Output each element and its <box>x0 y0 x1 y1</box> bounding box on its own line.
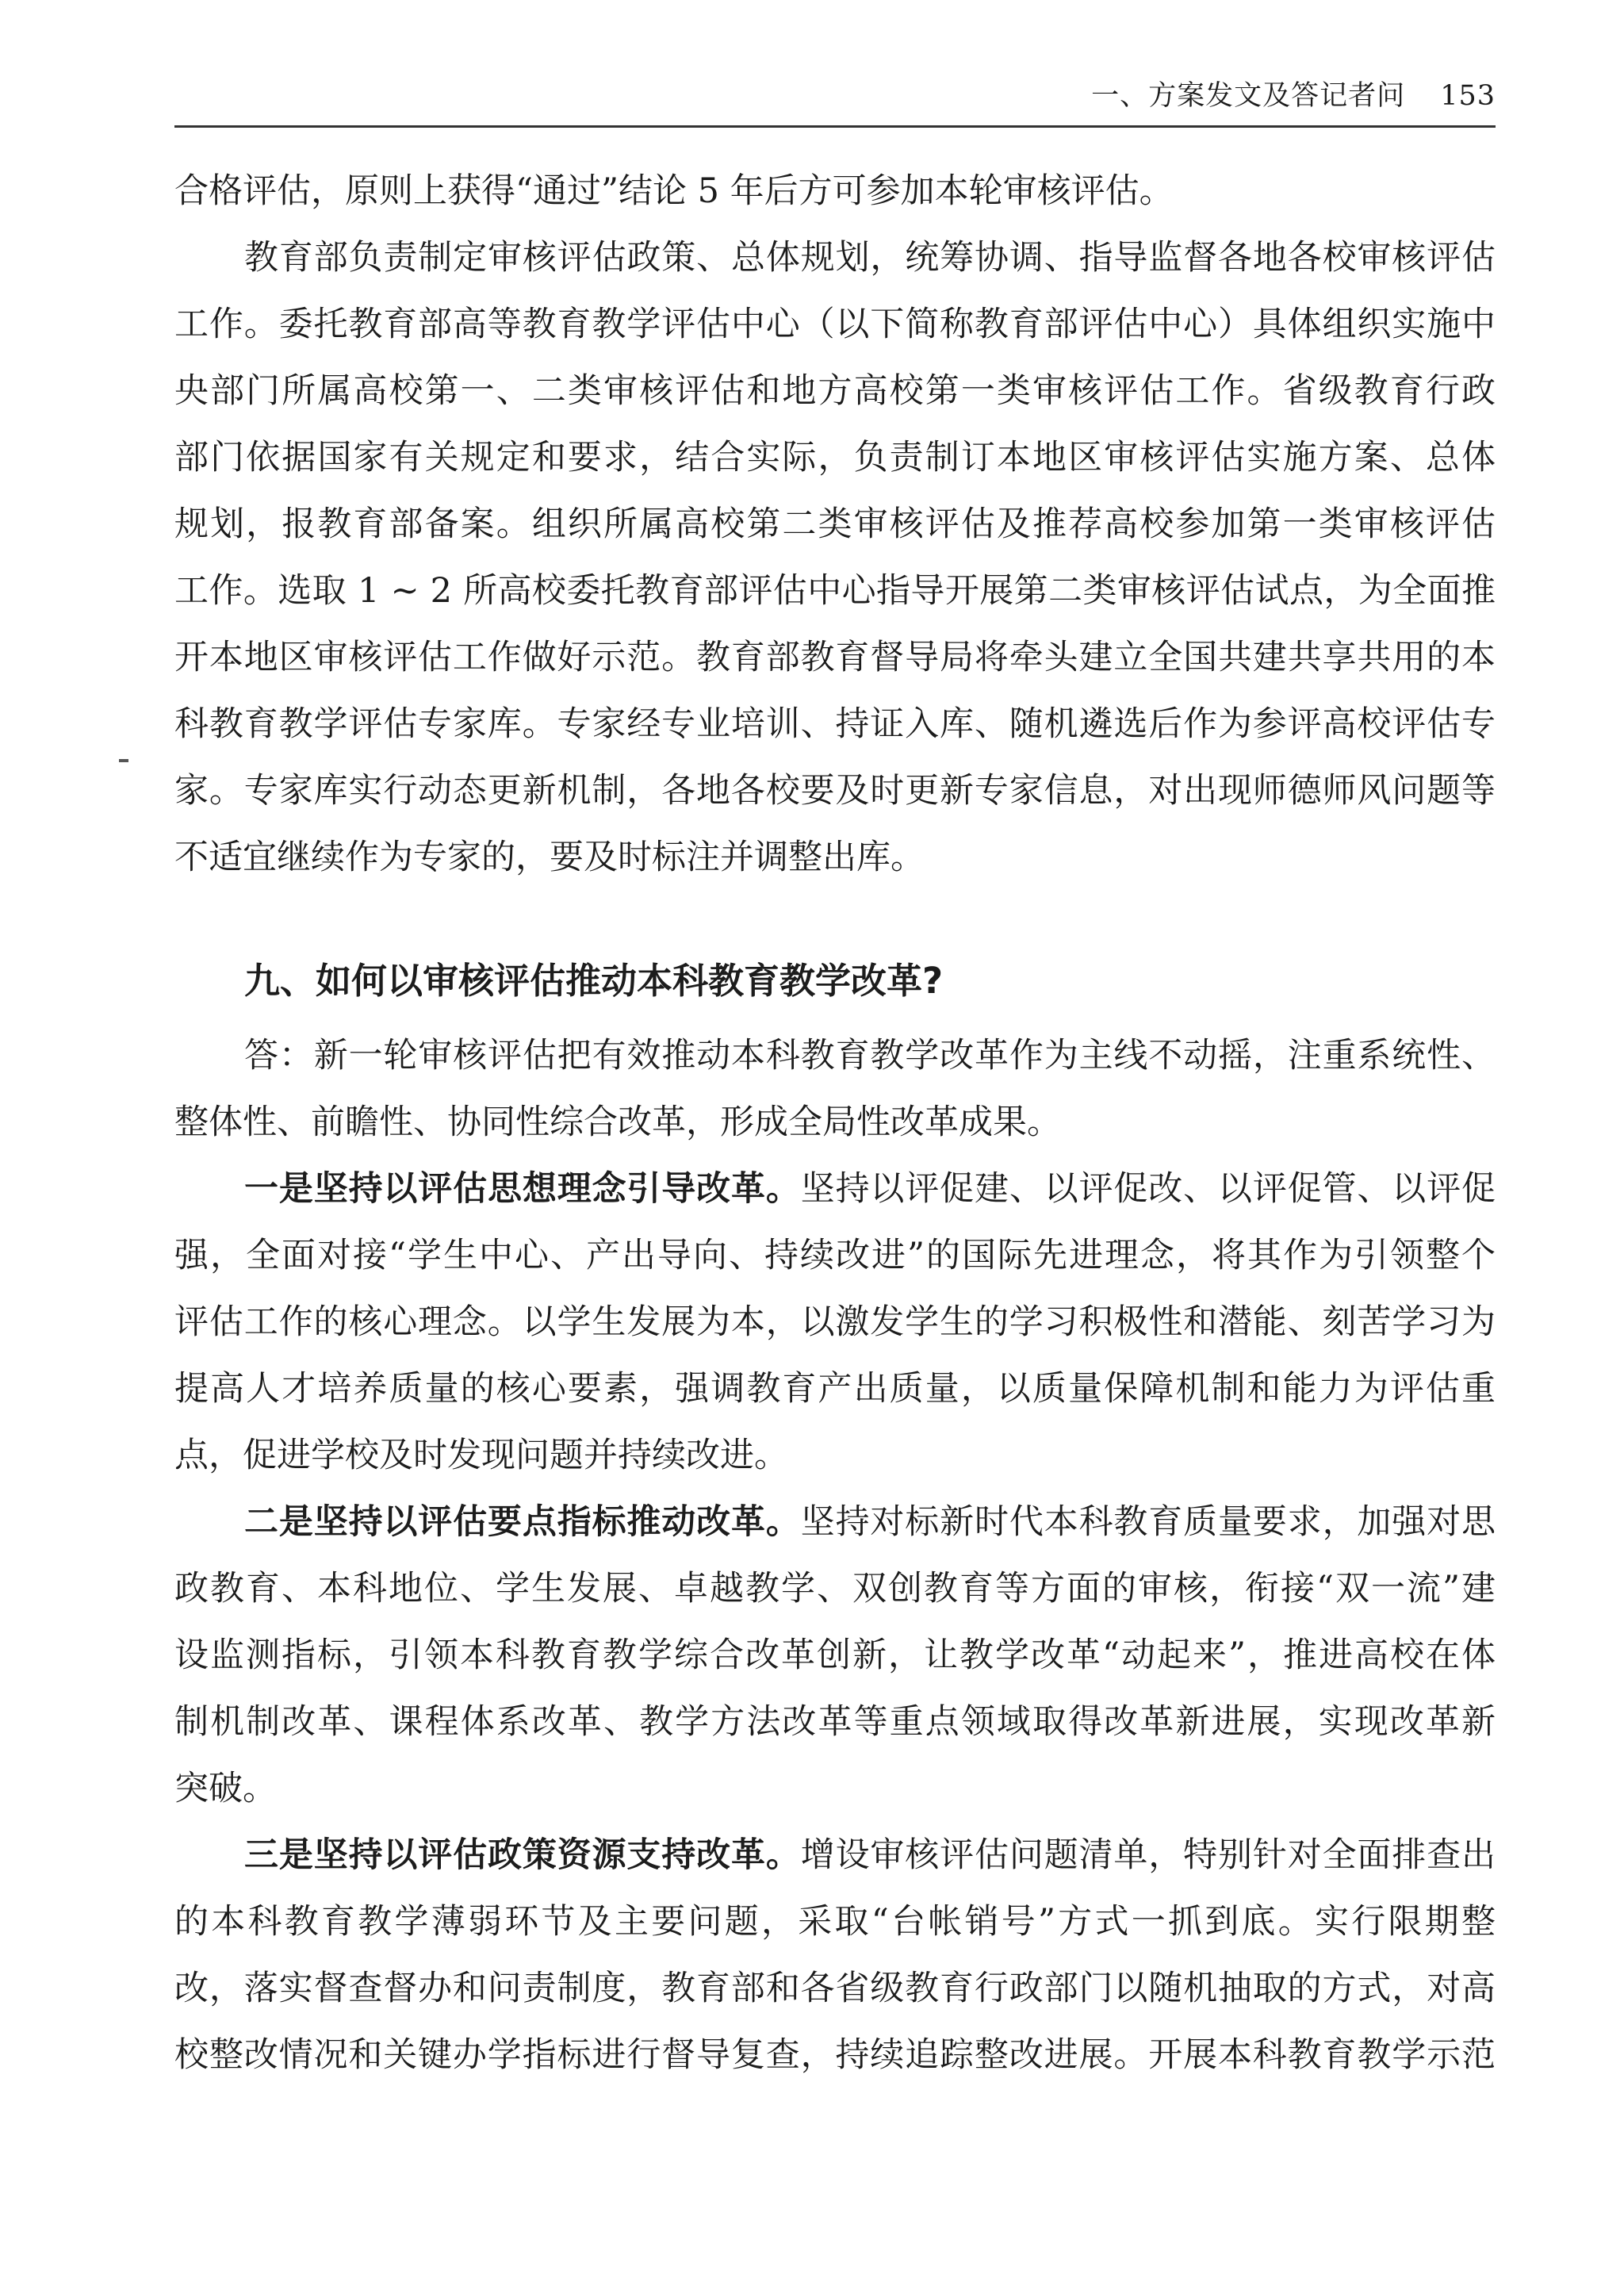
section-heading: 九、如何以审核评估推动本科教育教学改革? <box>244 960 944 1002</box>
paragraph-line: 答：新一轮审核评估把有效推动本科教育教学改革作为主线不动摇，注重系统性、 <box>244 1036 1496 1076</box>
paragraph-line <box>174 1156 1496 1222</box>
paragraph-line: 教育部负责制定审核评估政策、总体规划，统筹协调、指导监督各地各校审核评估 <box>244 238 1496 278</box>
body-text <box>174 158 1496 2088</box>
paragraph-line: 规划，报教育部备案。组织所属高校第二类审核评估及推荐高校参加第一类审核评估 <box>174 504 1496 544</box>
paragraph-line: 的本科教育教学薄弱环节及主要问题，采取“台帐销号”方式一抓到底。实行限期整 <box>174 1902 1496 1942</box>
continued-paragraph: 合格评估，原则上获得“通过”结论 5 年后方可参加本轮审核评估。 <box>174 171 1174 211</box>
paragraph-line: 制机制改革、课程体系改革、教学方法改革等重点领域取得改革新进展，实现改革新 <box>174 1702 1496 1742</box>
paragraph-point-one <box>174 1156 1496 1489</box>
paragraph-point-two <box>174 1489 1496 1822</box>
paragraph-point-three <box>174 1822 1496 2088</box>
paragraph-line <box>174 1822 1496 1888</box>
page-number: 153 <box>1440 80 1496 112</box>
paragraph-line: 开本地区审核评估工作做好示范。教育部教育督导局将牵头建立全国共建共享共用的本 <box>174 638 1496 677</box>
paragraph-line: 政教育、本科地位、学生发展、卓越教学、双创教育等方面的审核，衔接“双一流”建 <box>174 1569 1496 1609</box>
paragraph-line: 工作。委托教育部高等教育教学评估中心（以下简称教育部评估中心）具体组织实施中 <box>174 305 1496 344</box>
paragraph-line: 科教育教学评估专家库。专家经专业培训、持证入库、随机遴选后作为参评高校评估专 <box>174 704 1496 744</box>
paragraph-line: 设监测指标，引领本科教育教学综合改革创新，让教学改革“动起来”，推进高校在体 <box>174 1635 1496 1675</box>
section-title: 一、方案发文及答记者问 <box>1091 80 1406 112</box>
point-lead: 二是坚持以评估要点指标推动改革。 <box>244 1502 801 1542</box>
paragraph-ministry <box>174 224 1496 891</box>
paragraph-line: 突破。 <box>174 1769 277 1808</box>
point-lead: 一是坚持以评估思想理念引导改革。 <box>244 1169 801 1209</box>
paragraph-line: 改，落实督查督办和问责制度，教育部和各省级教育行政部门以随机抽取的方式，对高 <box>174 1969 1496 2008</box>
paragraph-answer <box>174 1022 1496 1156</box>
header-rule <box>174 125 1496 128</box>
point-lead: 三是坚持以评估政策资源支持改革。 <box>244 1835 801 1875</box>
point-text: 增设审核评估问题清单，特别针对全面排查出 <box>800 1835 1496 1875</box>
paragraph-line: 评估工作的核心理念。以学生发展为本，以激发学生的学习积极性和潜能、刻苦学习为 <box>174 1302 1496 1342</box>
paragraph-line: 工作。选取 1 ~ 2 所高校委托教育部评估中心指导开展第二类审核评估试点，为全面推 <box>174 571 1496 611</box>
paragraph-line: 校整改情况和关键办学指标进行督导复查，持续追踪整改进展。开展本科教育教学示范 <box>174 2035 1496 2075</box>
paragraph-line: 部门依据国家有关规定和要求，结合实际，负责制订本地区审核评估实施方案、总体 <box>174 438 1496 477</box>
margin-mark <box>119 759 128 762</box>
paragraph-line: 整体性、前瞻性、协同性综合改革，形成全局性改革成果。 <box>174 1102 1061 1142</box>
paragraph-line: 家。专家库实行动态更新机制，各地各校要及时更新专家信息，对出现师德师风问题等 <box>174 771 1496 811</box>
point-text: 坚持以评促建、以评促改、以评促管、以评促 <box>800 1169 1496 1209</box>
paragraph-line: 点，促进学校及时发现问题并持续改进。 <box>174 1436 788 1475</box>
paragraph-line: 强，全面对接“学生中心、产出导向、持续改进”的国际先进理念，将其作为引领整个 <box>174 1236 1496 1275</box>
paragraph-line <box>174 1489 1496 1555</box>
section-spacer <box>174 891 1496 943</box>
paragraph-line: 提高人才培养质量的核心要素，强调教育产出质量，以质量保障机制和能力为评估重 <box>174 1369 1496 1409</box>
point-text: 坚持对标新时代本科教育质量要求，加强对思 <box>800 1502 1496 1542</box>
paragraph-line: 不适宜继续作为专家的，要及时标注并调整出库。 <box>174 838 925 877</box>
running-header <box>1091 74 1496 113</box>
paragraph-line: 央部门所属高校第一、二类审核评估和地方高校第一类审核评估工作。省级教育行政 <box>174 371 1496 411</box>
